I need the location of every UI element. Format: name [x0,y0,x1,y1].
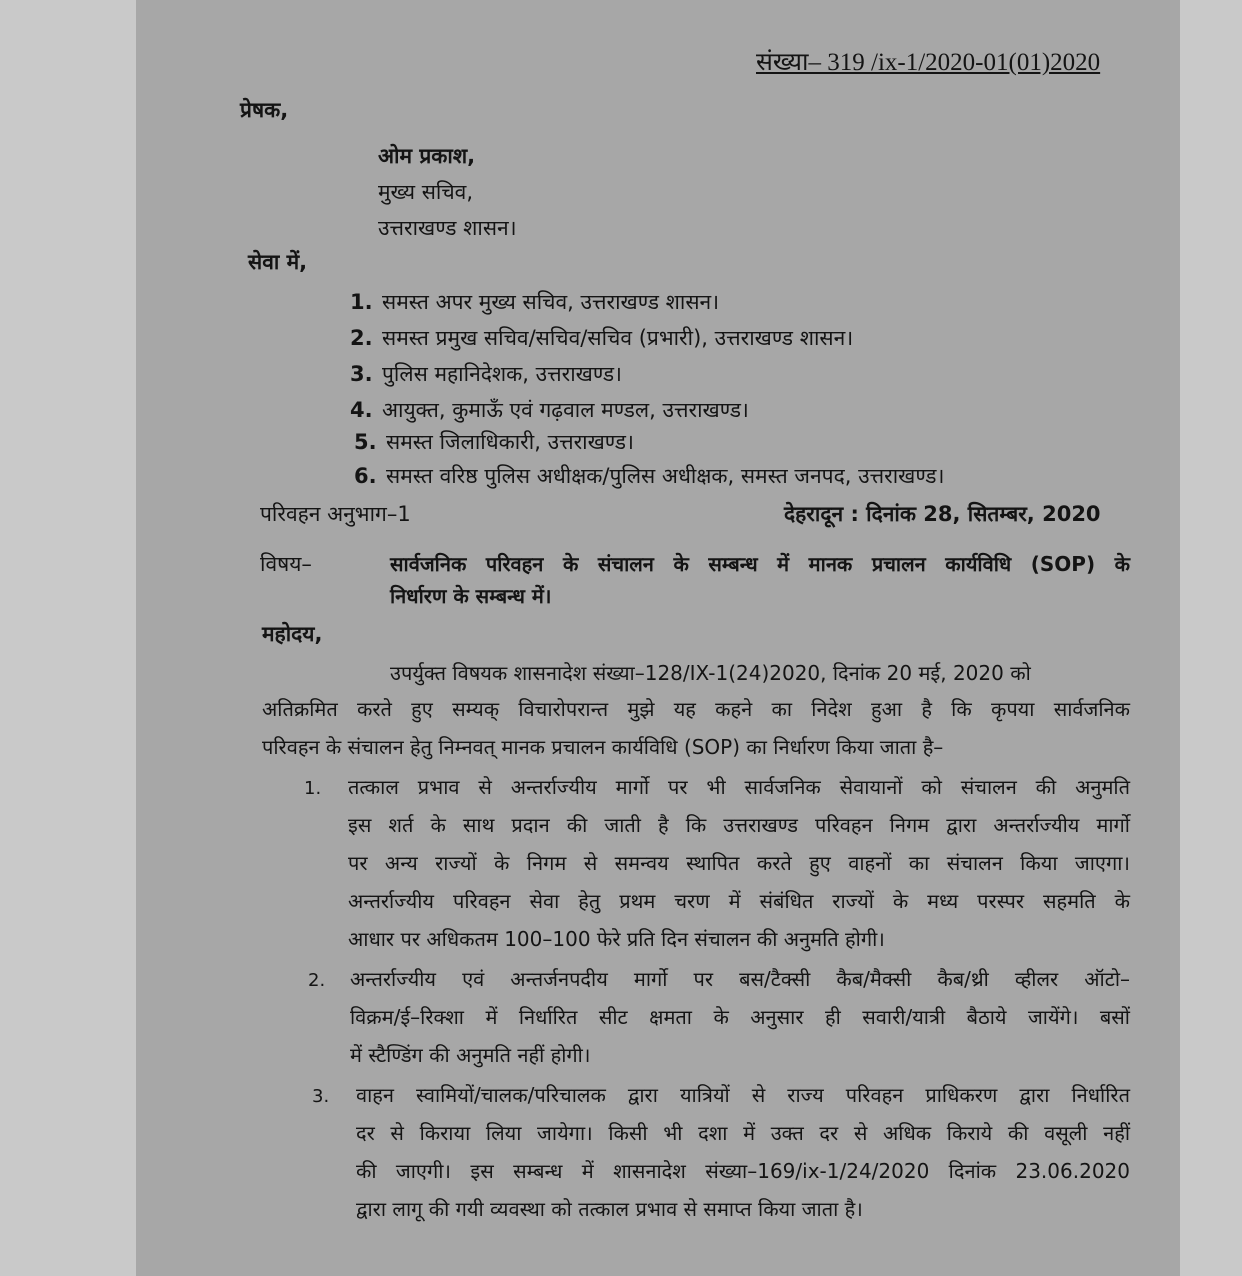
intro-text: परिवहन के संचालन हेतु निम्नवत् मानक प्रचालन कार्यविधि (SOP) का निर्धारण किया जाता है– [262,735,944,759]
recipient-item [350,396,749,424]
reference-number: संख्या– 319 /ix-1/2020-01(01)2020 [756,49,1101,76]
point-line: की जाएगी। इस सम्बन्ध में शासनादेश संख्या–169/ix-1/24/2020 दिनांक 23.06.2020 [356,1159,1130,1183]
intro-text: अतिक्रमित करते हुए सम्यक् विचारोपरान्त मुझे यह कहने का निदेश हुआ है कि कृपया सार्वजनिक [262,697,1130,721]
point-line: में स्टैण्डिंग की अनुमति नहीं होगी। [350,1043,591,1067]
point-line: इस शर्त के साथ प्रदान की जाती है कि उत्तराखण्ड परिवहन निगम द्वारा अन्तर्राज्यीय मार्गो [348,813,1130,837]
point-num: 2. [308,970,326,991]
intro-text: उपर्युक्त विषयक शासनादेश संख्या–128/IX-1(24)2020, दिनांक 20 मई, 2020 को [390,661,1031,685]
recipient-num: 4. [350,398,373,422]
recipient-text: समस्त वरिष्ठ पुलिस अधीक्षक/पुलिस अधीक्षक, समस्त जनपद, उत्तराखण्ड। [386,464,945,488]
recipient-text: समस्त प्रमुख सचिव/सचिव/सचिव (प्रभारी), उत्तराखण्ड शासन। [382,326,854,350]
recipient-text: समस्त जिलाधिकारी, उत्तराखण्ड। [386,430,634,454]
point-line: अन्तर्राज्यीय परिवहन सेवा हेतु प्रथम चरण में संबंधित राज्यों के मध्य परस्पर सहमति के [348,889,1130,913]
recipient-text: पुलिस महानिदेशक, उत्तराखण्ड। [382,362,623,386]
point-line: द्वारा लागू की गयी व्यवस्था को तत्काल प्रभाव से समाप्त किया जाता है। [356,1197,863,1221]
recipient-num: 6. [354,464,377,488]
intro-lines [262,654,1130,766]
subject-line-2: निर्धारण के सम्बन्ध में। [390,584,552,608]
recipient-item [350,360,622,388]
recipients-label: सेवा में, [248,250,308,274]
recipient-num: 1. [350,290,373,314]
recipient-text: आयुक्त, कुमाऊँ एवं गढ़वाल मण्डल, उत्तराखण्ड। [382,398,749,422]
point-3 [356,1076,1130,1228]
recipient-item [350,324,853,352]
recipient-num: 5. [354,430,377,454]
point-1 [348,768,1130,958]
place-date: देहरादून : दिनांक 28, सितम्बर, 2020 [784,502,1101,526]
section-name: परिवहन अनुभाग–1 [260,502,411,526]
point-2 [350,960,1130,1074]
point-num: 1. [304,778,322,799]
point-line: अन्तर्राज्यीय एवं अन्तर्जनपदीय मार्गो पर बस/टैक्सी कैब/मैक्सी कैब/थ्री व्हीलर ऑटो– [350,967,1130,991]
subject-line-1: सार्वजनिक परिवहन के संचालन के सम्बन्ध में मानक प्रचालन कार्यविधि (SOP) के [390,552,1130,576]
recipient-item [350,288,719,316]
recipient-item [354,428,634,456]
recipient-text: समस्त अपर मुख्य सचिव, उत्तराखण्ड शासन। [382,290,720,314]
point-line: आधार पर अधिकतम 100–100 फेरे प्रति दिन संचालन की अनुमति होगी। [348,927,885,951]
point-line: विक्रम/ई–रिक्शा में निर्धारित सीट क्षमता के अनुसार ही सवारी/यात्री बैठाये जायेंगे। बसों [350,1005,1130,1029]
recipient-num: 2. [350,326,373,350]
subject-label: विषय– [260,552,312,576]
recipient-item [354,462,945,490]
sender-designation: मुख्य सचिव, [378,180,474,204]
sender-office: उत्तराखण्ड शासन। [378,216,517,240]
point-num: 3. [312,1086,330,1107]
letter-page [136,0,1180,1276]
sender-label: प्रेषक, [240,98,289,122]
salutation: महोदय, [262,622,323,646]
point-line: पर अन्य राज्यों के निगम से समन्वय स्थापित करते हुए वाहनों का संचालन किया जाएगा। [348,851,1130,875]
sender-name: ओम प्रकाश, [378,144,476,168]
point-line: दर से किराया लिया जायेगा। किसी भी दशा में उक्त दर से अधिक किराये की वसूली नहीं [356,1121,1130,1145]
point-line: वाहन स्वामियों/चालक/परिचालक द्वारा यात्रियों से राज्य परिवहन प्राधिकरण द्वारा निर्धारित [356,1083,1130,1107]
point-line: तत्काल प्रभाव से अन्तर्राज्यीय मार्गो पर भी सार्वजनिक सेवायानों को संचालन की अनुमति [348,775,1130,799]
recipient-num: 3. [350,362,373,386]
